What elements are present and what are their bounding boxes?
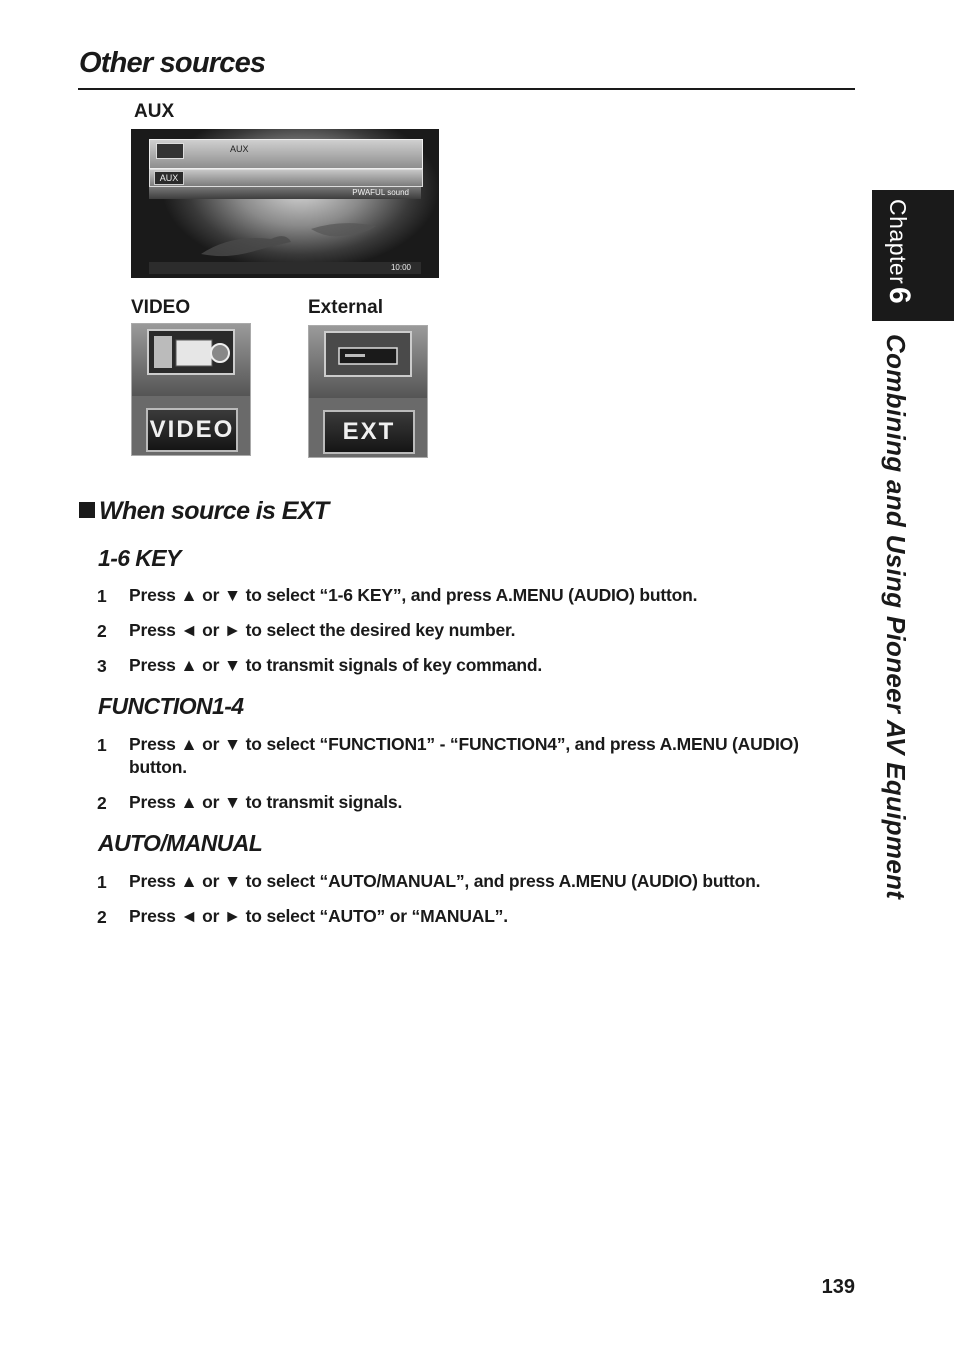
aux-source-icon xyxy=(156,143,184,159)
step-text: Press ◄ or ► to select “AUTO” or “MANUAL”. xyxy=(129,906,508,926)
ext-button-graphic: EXT xyxy=(323,410,415,454)
step-number: 1 xyxy=(97,586,107,606)
step-text: Press ▲ or ▼ to select “FUNCTION1” - “FUNCTION4”, and press A.MENU (AUDIO) button. xyxy=(129,734,799,777)
aux-button-bar xyxy=(149,169,423,187)
subsection-title: AUTO/MANUAL xyxy=(98,830,263,856)
video-source-tile xyxy=(131,323,251,456)
title-divider xyxy=(78,88,855,90)
external-unit-icon xyxy=(323,330,413,380)
step-text: Press ▲ or ▼ to transmit signals of key command. xyxy=(129,655,543,675)
dolphin-silhouette xyxy=(191,214,391,264)
aux-source-bar xyxy=(149,139,423,169)
video-button-graphic: VIDEO xyxy=(146,408,238,452)
aux-button: AUX xyxy=(154,171,184,185)
aux-figure-label: AUX xyxy=(134,101,175,122)
step-text: Press ◄ or ► to select the desired key number. xyxy=(129,620,516,640)
section-heading-text: When source is EXT xyxy=(99,497,329,525)
step-number: 2 xyxy=(97,621,107,641)
video-camera-icon xyxy=(146,328,236,378)
chapter-number: 6 xyxy=(883,287,916,304)
page-number: 139 xyxy=(821,1276,855,1298)
aux-source-label: AUX xyxy=(230,144,249,154)
step-number: 1 xyxy=(97,735,107,755)
aux-status-bar xyxy=(149,262,421,274)
chapter-label: Chapter xyxy=(885,199,911,285)
step-number: 1 xyxy=(97,872,107,892)
step-text: Press ▲ or ▼ to select “AUTO/MANUAL”, and press A.MENU (AUDIO) button. xyxy=(129,871,761,891)
section-heading xyxy=(79,497,329,526)
aux-clock: 10:00 xyxy=(390,263,411,272)
subsection-title: FUNCTION1-4 xyxy=(98,693,244,719)
video-figure-label: VIDEO xyxy=(131,297,191,318)
step-text: Press ▲ or ▼ to transmit signals. xyxy=(129,792,403,812)
aux-brand-strip xyxy=(149,187,421,199)
aux-screen-image xyxy=(131,129,439,278)
step-number: 2 xyxy=(97,907,107,927)
external-source-tile xyxy=(308,325,428,458)
page-title: Other sources xyxy=(79,47,266,79)
subsection-title: 1-6 KEY xyxy=(98,545,181,571)
step-number: 2 xyxy=(97,793,107,813)
aux-brand-text: PWAFUL sound xyxy=(352,188,409,197)
step-number: 3 xyxy=(97,656,107,676)
step-text: Press ▲ or ▼ to select “1-6 KEY”, and press A.MENU (AUDIO) button. xyxy=(129,585,698,605)
chapter-title: Combining and Using Pioneer AV Equipment xyxy=(881,334,911,900)
external-figure-label: External xyxy=(308,297,383,318)
square-bullet-icon xyxy=(79,502,95,518)
